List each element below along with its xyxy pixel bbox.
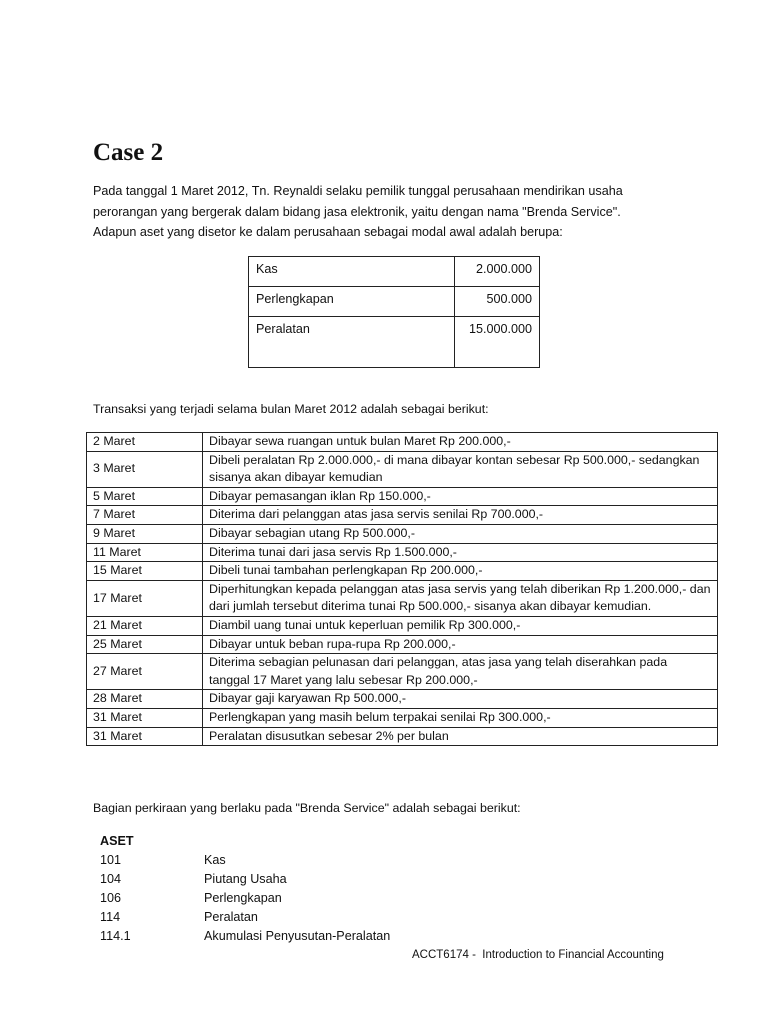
page-footer: ACCT6174 - Introduction to Financial Accounting	[412, 949, 664, 961]
asset-value: 2.000.000	[455, 257, 540, 287]
chart-of-accounts	[100, 832, 500, 946]
intro-line: Adapun aset yang disetor ke dalam perusahaan sebagai modal awal adalah berupa:	[93, 225, 563, 239]
table-row	[87, 580, 718, 616]
tx-desc: Diambil uang tunai untuk keperluan pemilik Rp 300.000,-	[203, 616, 718, 635]
tx-date: 17 Maret	[87, 580, 203, 616]
table-row	[87, 654, 718, 690]
tx-date: 31 Maret	[87, 727, 203, 746]
asset-name: Peralatan	[249, 317, 455, 368]
table-row	[249, 257, 540, 287]
intro-paragraph	[93, 181, 698, 243]
table-row	[87, 708, 718, 727]
tx-date: 28 Maret	[87, 690, 203, 709]
tx-date: 5 Maret	[87, 487, 203, 506]
tx-desc: Dibayar gaji karyawan Rp 500.000,-	[203, 690, 718, 709]
table-row	[87, 616, 718, 635]
tx-date: 11 Maret	[87, 543, 203, 562]
tx-date: 31 Maret	[87, 708, 203, 727]
list-item	[100, 851, 500, 870]
capital-assets-table	[248, 256, 540, 368]
tx-date: 21 Maret	[87, 616, 203, 635]
table-row	[87, 524, 718, 543]
table-row	[87, 635, 718, 654]
tx-date: 7 Maret	[87, 506, 203, 525]
transactions-heading: Transaksi yang terjadi selama bulan Maret 2012 adalah sebagai berikut:	[93, 402, 489, 416]
table-row	[87, 487, 718, 506]
accounts-heading: Bagian perkiraan yang berlaku pada "Brenda Service" adalah sebagai berikut:	[93, 801, 521, 815]
tx-desc: Dibayar sebagian utang Rp 500.000,-	[203, 524, 718, 543]
list-item	[100, 927, 500, 946]
table-row	[87, 451, 718, 487]
tx-date: 27 Maret	[87, 654, 203, 690]
tx-date: 25 Maret	[87, 635, 203, 654]
tx-date: 3 Maret	[87, 451, 203, 487]
tx-desc: Diterima sebagian pelunasan dari pelanggan, atas jasa yang telah diserahkan pada tanggal 17 Maret yang lalu sebesar Rp 200.000,-	[203, 654, 718, 690]
asset-value: 500.000	[455, 287, 540, 317]
account-name: Kas	[204, 853, 226, 867]
table-row	[87, 506, 718, 525]
tx-desc: Diterima dari pelanggan atas jasa servis senilai Rp 700.000,-	[203, 506, 718, 525]
account-code: 101	[100, 853, 122, 867]
accounts-group-label: ASET	[100, 834, 134, 848]
transactions-table	[86, 432, 718, 746]
account-code: 114.1	[100, 929, 131, 943]
table-row	[87, 433, 718, 452]
tx-desc: Dibeli peralatan Rp 2.000.000,- di mana dibayar kontan sebesar Rp 500.000,- sedangkan sisanya akan dibayar kemudian	[203, 451, 718, 487]
account-name: Akumulasi Penyusutan-Peralatan	[204, 929, 391, 943]
account-name: Peralatan	[204, 910, 258, 924]
tx-date: 9 Maret	[87, 524, 203, 543]
page-title: Case 2	[93, 139, 164, 166]
table-row	[249, 317, 540, 368]
account-name: Piutang Usaha	[204, 872, 287, 886]
list-item	[100, 908, 500, 927]
table-row	[87, 543, 718, 562]
table-row	[249, 287, 540, 317]
account-code: 114	[100, 910, 121, 924]
tx-desc: Peralatan disusutkan sebesar 2% per bulan	[203, 727, 718, 746]
table-row	[87, 727, 718, 746]
table-row	[87, 690, 718, 709]
list-item	[100, 870, 500, 889]
account-code: 106	[100, 891, 122, 905]
asset-name: Kas	[249, 257, 455, 287]
asset-value: 15.000.000	[455, 317, 540, 368]
asset-name: Perlengkapan	[249, 287, 455, 317]
intro-line: perorangan yang bergerak dalam bidang jasa elektronik, yaitu dengan nama "Brenda Service".	[93, 204, 621, 219]
tx-desc: Perlengkapan yang masih belum terpakai senilai Rp 300.000,-	[203, 708, 718, 727]
tx-desc: Diterima tunai dari jasa servis Rp 1.500.000,-	[203, 543, 718, 562]
intro-line: Pada tanggal 1 Maret 2012, Tn. Reynaldi selaku pemilik tunggal perusahaan mendirikan usaha	[93, 184, 623, 198]
tx-desc: Dibayar pemasangan iklan Rp 150.000,-	[203, 487, 718, 506]
tx-desc: Dibayar sewa ruangan untuk bulan Maret Rp 200.000,-	[203, 433, 718, 452]
list-item	[100, 889, 500, 908]
account-code: 104	[100, 872, 122, 886]
account-name: Perlengkapan	[204, 891, 282, 905]
tx-desc: Diperhitungkan kepada pelanggan atas jasa servis yang telah diberikan Rp 1.200.000,- dan dari jumlah tersebut diterima tunai Rp 500.000,- sisanya akan dibayar kemudian.	[203, 580, 718, 616]
tx-date: 15 Maret	[87, 562, 203, 581]
tx-desc: Dibeli tunai tambahan perlengkapan Rp 200.000,-	[203, 562, 718, 581]
tx-desc: Dibayar untuk beban rupa-rupa Rp 200.000,-	[203, 635, 718, 654]
tx-date: 2 Maret	[87, 433, 203, 452]
table-row	[87, 562, 718, 581]
